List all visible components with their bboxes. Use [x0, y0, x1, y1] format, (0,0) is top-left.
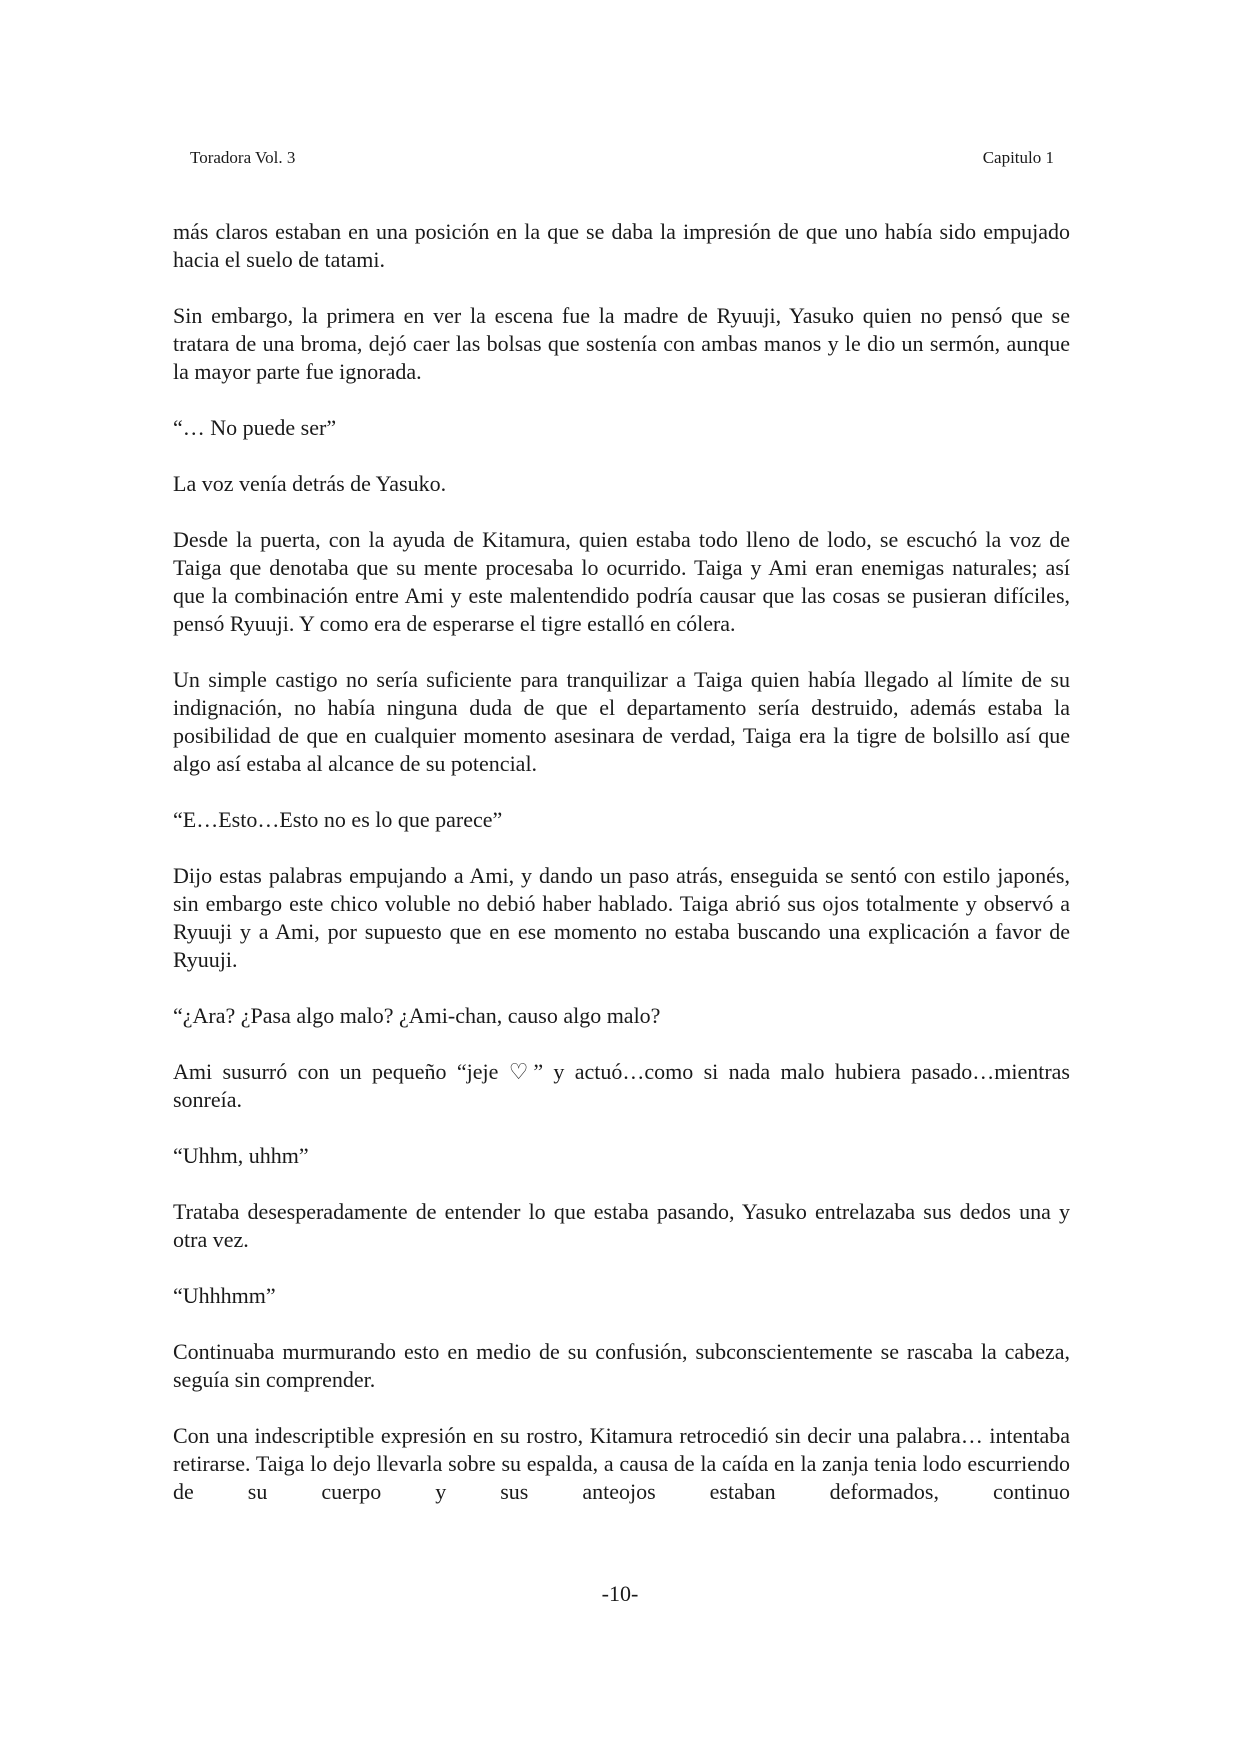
- paragraph: Con una indescriptible expresión en su rostro, Kitamura retrocedió sin decir una palabra… intentaba retirarse. Taiga lo dejo llevarla sobre su espalda, a causa de la caída en la zanja tenia lodo escurriendo de su cuerpo y sus anteojos estaban deformados, continuo: [173, 1423, 1070, 1504]
- paragraph: Dijo estas palabras empujando a Ami, y dando un paso atrás, enseguida se sentó con estilo japonés, sin embargo este chico voluble no debió haber hablado. Taiga abrió sus ojos totalmente y observó a Ryuuji y a Ami, por supuesto que en ese momento no estaba buscando una explicación a favor de Ryuuji.: [173, 863, 1070, 972]
- paragraph: Continuaba murmurando esto en medio de su confusión, subconscientemente se rascaba la cabeza, seguía sin comprender.: [173, 1339, 1070, 1392]
- paragraph: Desde la puerta, con la ayuda de Kitamura, quien estaba todo lleno de lodo, se escuchó la voz de Taiga que denotaba que su mente procesaba lo ocurrido. Taiga y Ami eran enemigas naturales; así que la combinación entre Ami y este malentendido podría causar que las cosas se pusieran difíciles, pensó Ryuuji. Y como era de esperarse el tigre estalló en cólera.: [173, 527, 1070, 636]
- paragraph: Trataba desesperadamente de entender lo que estaba pasando, Yasuko entrelazaba sus dedos una y otra vez.: [173, 1199, 1070, 1252]
- dialogue-line: “¿Ara? ¿Pasa algo malo? ¿Ami-chan, causo algo malo?: [173, 1003, 661, 1028]
- header-book-title: Toradora Vol. 3: [190, 148, 296, 167]
- paragraph: más claros estaban en una posición en la que se daba la impresión de que uno había sido empujado hacia el suelo de tatami.: [173, 219, 1070, 272]
- dialogue-line: “Uhhm, uhhm”: [173, 1143, 309, 1168]
- paragraph: La voz venía detrás de Yasuko.: [173, 471, 447, 496]
- dialogue-line: “E…Esto…Esto no es lo que parece”: [173, 807, 503, 832]
- body-text: [173, 218, 1070, 1534]
- page-header: [190, 146, 1054, 170]
- header-chapter: Capitulo 1: [982, 148, 1054, 167]
- paragraph: Un simple castigo no sería suficiente para tranquilizar a Taiga quien había llegado al límite de su indignación, no había ninguna duda de que el departamento sería destruido, además estaba la posibilidad de que en cualquier momento asesinara de verdad, Taiga era la tigre de bolsillo así que algo así estaba al alcance de su potencial.: [173, 667, 1070, 776]
- dialogue-line: “Uhhhmm”: [173, 1283, 276, 1308]
- paragraph: Sin embargo, la primera en ver la escena fue la madre de Ryuuji, Yasuko quien no pensó que se tratara de una broma, dejó caer las bolsas que sostenía con ambas manos y le dio un sermón, aunque la mayor parte fue ignorada.: [173, 303, 1070, 384]
- dialogue-line: “… No puede ser”: [173, 415, 337, 440]
- paragraph: Ami susurró con un pequeño “jeje ♡” y actuó…como si nada malo hubiera pasado…mientras sonreía.: [173, 1059, 1070, 1112]
- page-number: -10-: [601, 1581, 639, 1606]
